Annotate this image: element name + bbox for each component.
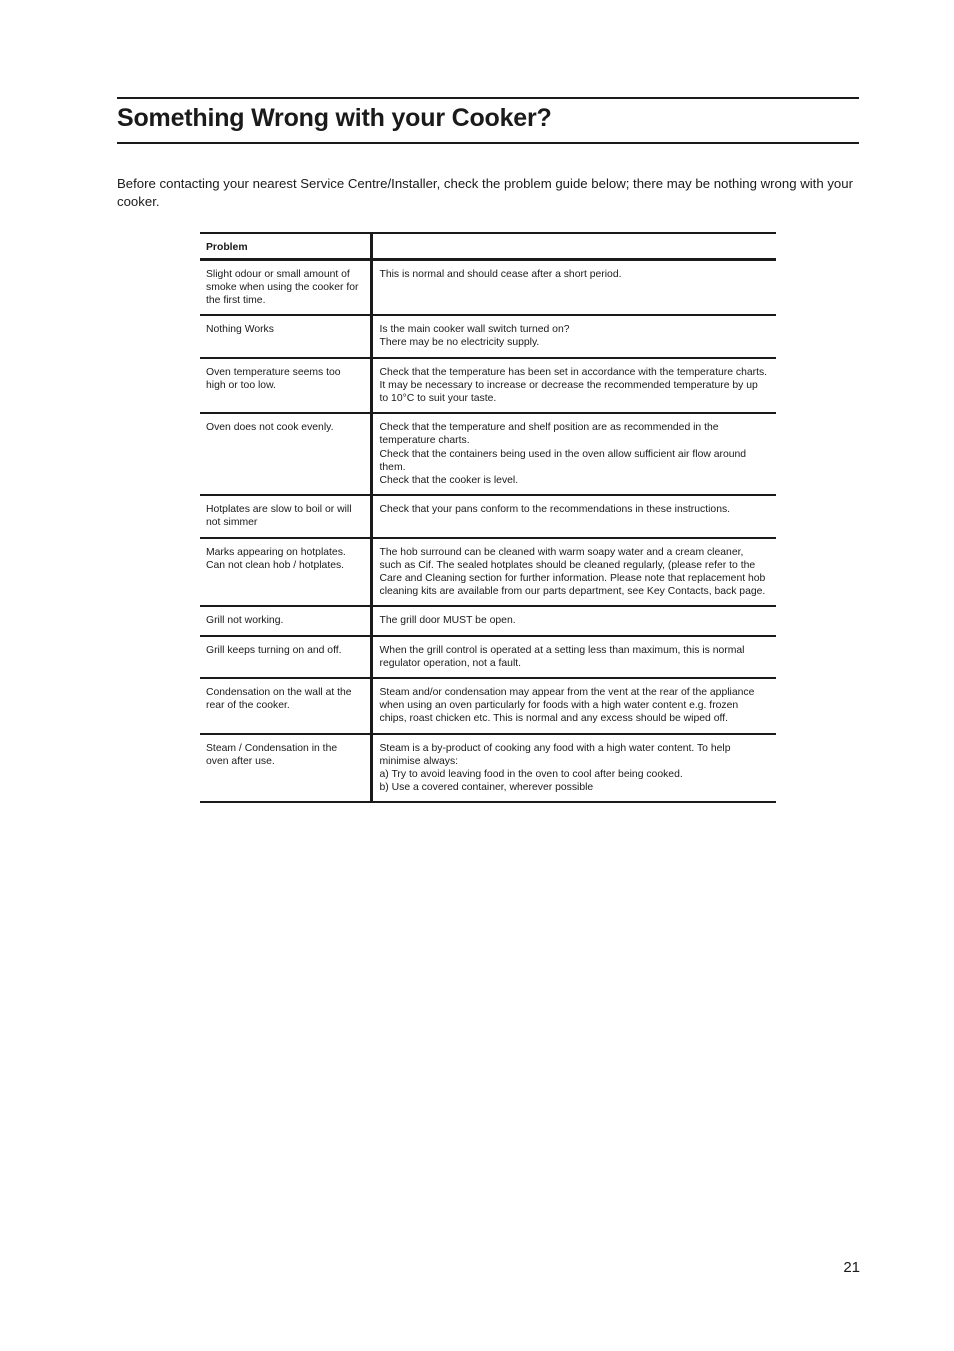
problem-cell: Oven temperature seems too high or too low. xyxy=(200,358,371,414)
table-row xyxy=(200,734,776,803)
solution-cell xyxy=(371,413,776,495)
table-body xyxy=(200,259,776,802)
table-row xyxy=(200,358,776,414)
problem-cell: Nothing Works xyxy=(200,315,371,357)
table-row xyxy=(200,538,776,607)
problem-cell: Grill keeps turning on and off. xyxy=(200,636,371,678)
solution-cell xyxy=(371,259,776,315)
table-row xyxy=(200,259,776,315)
solution-line: b) Use a covered container, wherever possible xyxy=(379,782,594,794)
solution-cell xyxy=(371,734,776,803)
solution-cell xyxy=(371,538,776,607)
table-row xyxy=(200,413,776,495)
solution-line: a) Try to avoid leaving food in the oven to cool after being cooked. xyxy=(379,768,683,780)
solution-cell xyxy=(371,495,776,537)
solution-column-header xyxy=(371,233,776,259)
solution-cell xyxy=(371,315,776,357)
solution-line: Check that the temperature has been set in accordance with the temperature charts. It may be necessary to increase or decrease the recommended temperature by up to 10°C to suit your taste. xyxy=(379,366,768,404)
intro-paragraph: Before contacting your nearest Service Centre/Installer, check the problem guide below; there may be nothing wrong with your cooker. xyxy=(117,176,853,209)
problem-cell: Grill not working. xyxy=(200,606,371,635)
solution-line: Steam and/or condensation may appear from the vent at the rear of the appliance when using an oven particularly for foods with a high water content e.g. frozen chips, roast chicken etc. This is normal and any excess should be wiped off. xyxy=(379,686,755,725)
problem-cell: Hotplates are slow to boil or will not simmer xyxy=(200,495,371,537)
solution-line: Check that the cooker is level. xyxy=(379,474,519,486)
solution-line: Is the main cooker wall switch turned on? xyxy=(379,324,570,336)
solution-line: Check that the containers being used in the oven allow sufficient air flow around them. xyxy=(379,448,747,473)
solution-line: The hob surround can be cleaned with warm soapy water and a cream cleaner, such as Cif. The sealed hotplates should be cleaned regularly, (please refer to the Care and Cleaning section for further information. Please note that replacement hob cleaning kits are available from our parts department, see Key Contacts, back page. xyxy=(379,546,766,598)
problem-cell: Marks appearing on hotplates. Can not clean hob / hotplates. xyxy=(200,538,371,607)
solution-line: There may be no electricity supply. xyxy=(379,337,540,349)
solution-line: Steam is a by-product of cooking any food with a high water content. To help minimise always: xyxy=(379,742,731,767)
solution-line: When the grill control is operated at a setting less than maximum, this is normal regulator operation, not a fault. xyxy=(379,644,745,669)
page-number: 21 xyxy=(843,1259,860,1276)
solution-line: Check that the temperature and shelf position are as recommended in the temperature charts. xyxy=(379,422,719,447)
table-header-row xyxy=(200,233,776,259)
title-rule-bottom xyxy=(117,142,859,144)
problem-cell: Slight odour or small amount of smoke when using the cooker for the first time. xyxy=(200,259,371,315)
solution-line: The grill door MUST be open. xyxy=(379,615,516,627)
solution-cell xyxy=(371,636,776,678)
solution-cell xyxy=(371,678,776,734)
problem-cell: Steam / Condensation in the oven after use. xyxy=(200,734,371,803)
problem-cell: Condensation on the wall at the rear of the cooker. xyxy=(200,678,371,734)
troubleshooting-table xyxy=(200,232,776,803)
table-row xyxy=(200,495,776,537)
table-row xyxy=(200,315,776,357)
solution-line: Check that your pans conform to the recommendations in these instructions. xyxy=(379,504,731,516)
title-rule-top xyxy=(117,97,859,99)
solution-cell xyxy=(371,606,776,635)
table-row xyxy=(200,606,776,635)
problem-column-header: Problem xyxy=(200,233,371,259)
problem-cell: Oven does not cook evenly. xyxy=(200,413,371,495)
page-title: Something Wrong with your Cooker? xyxy=(117,104,552,132)
table-row xyxy=(200,678,776,734)
solution-line: This is normal and should cease after a short period. xyxy=(379,268,622,280)
solution-cell xyxy=(371,358,776,414)
table-row xyxy=(200,636,776,678)
